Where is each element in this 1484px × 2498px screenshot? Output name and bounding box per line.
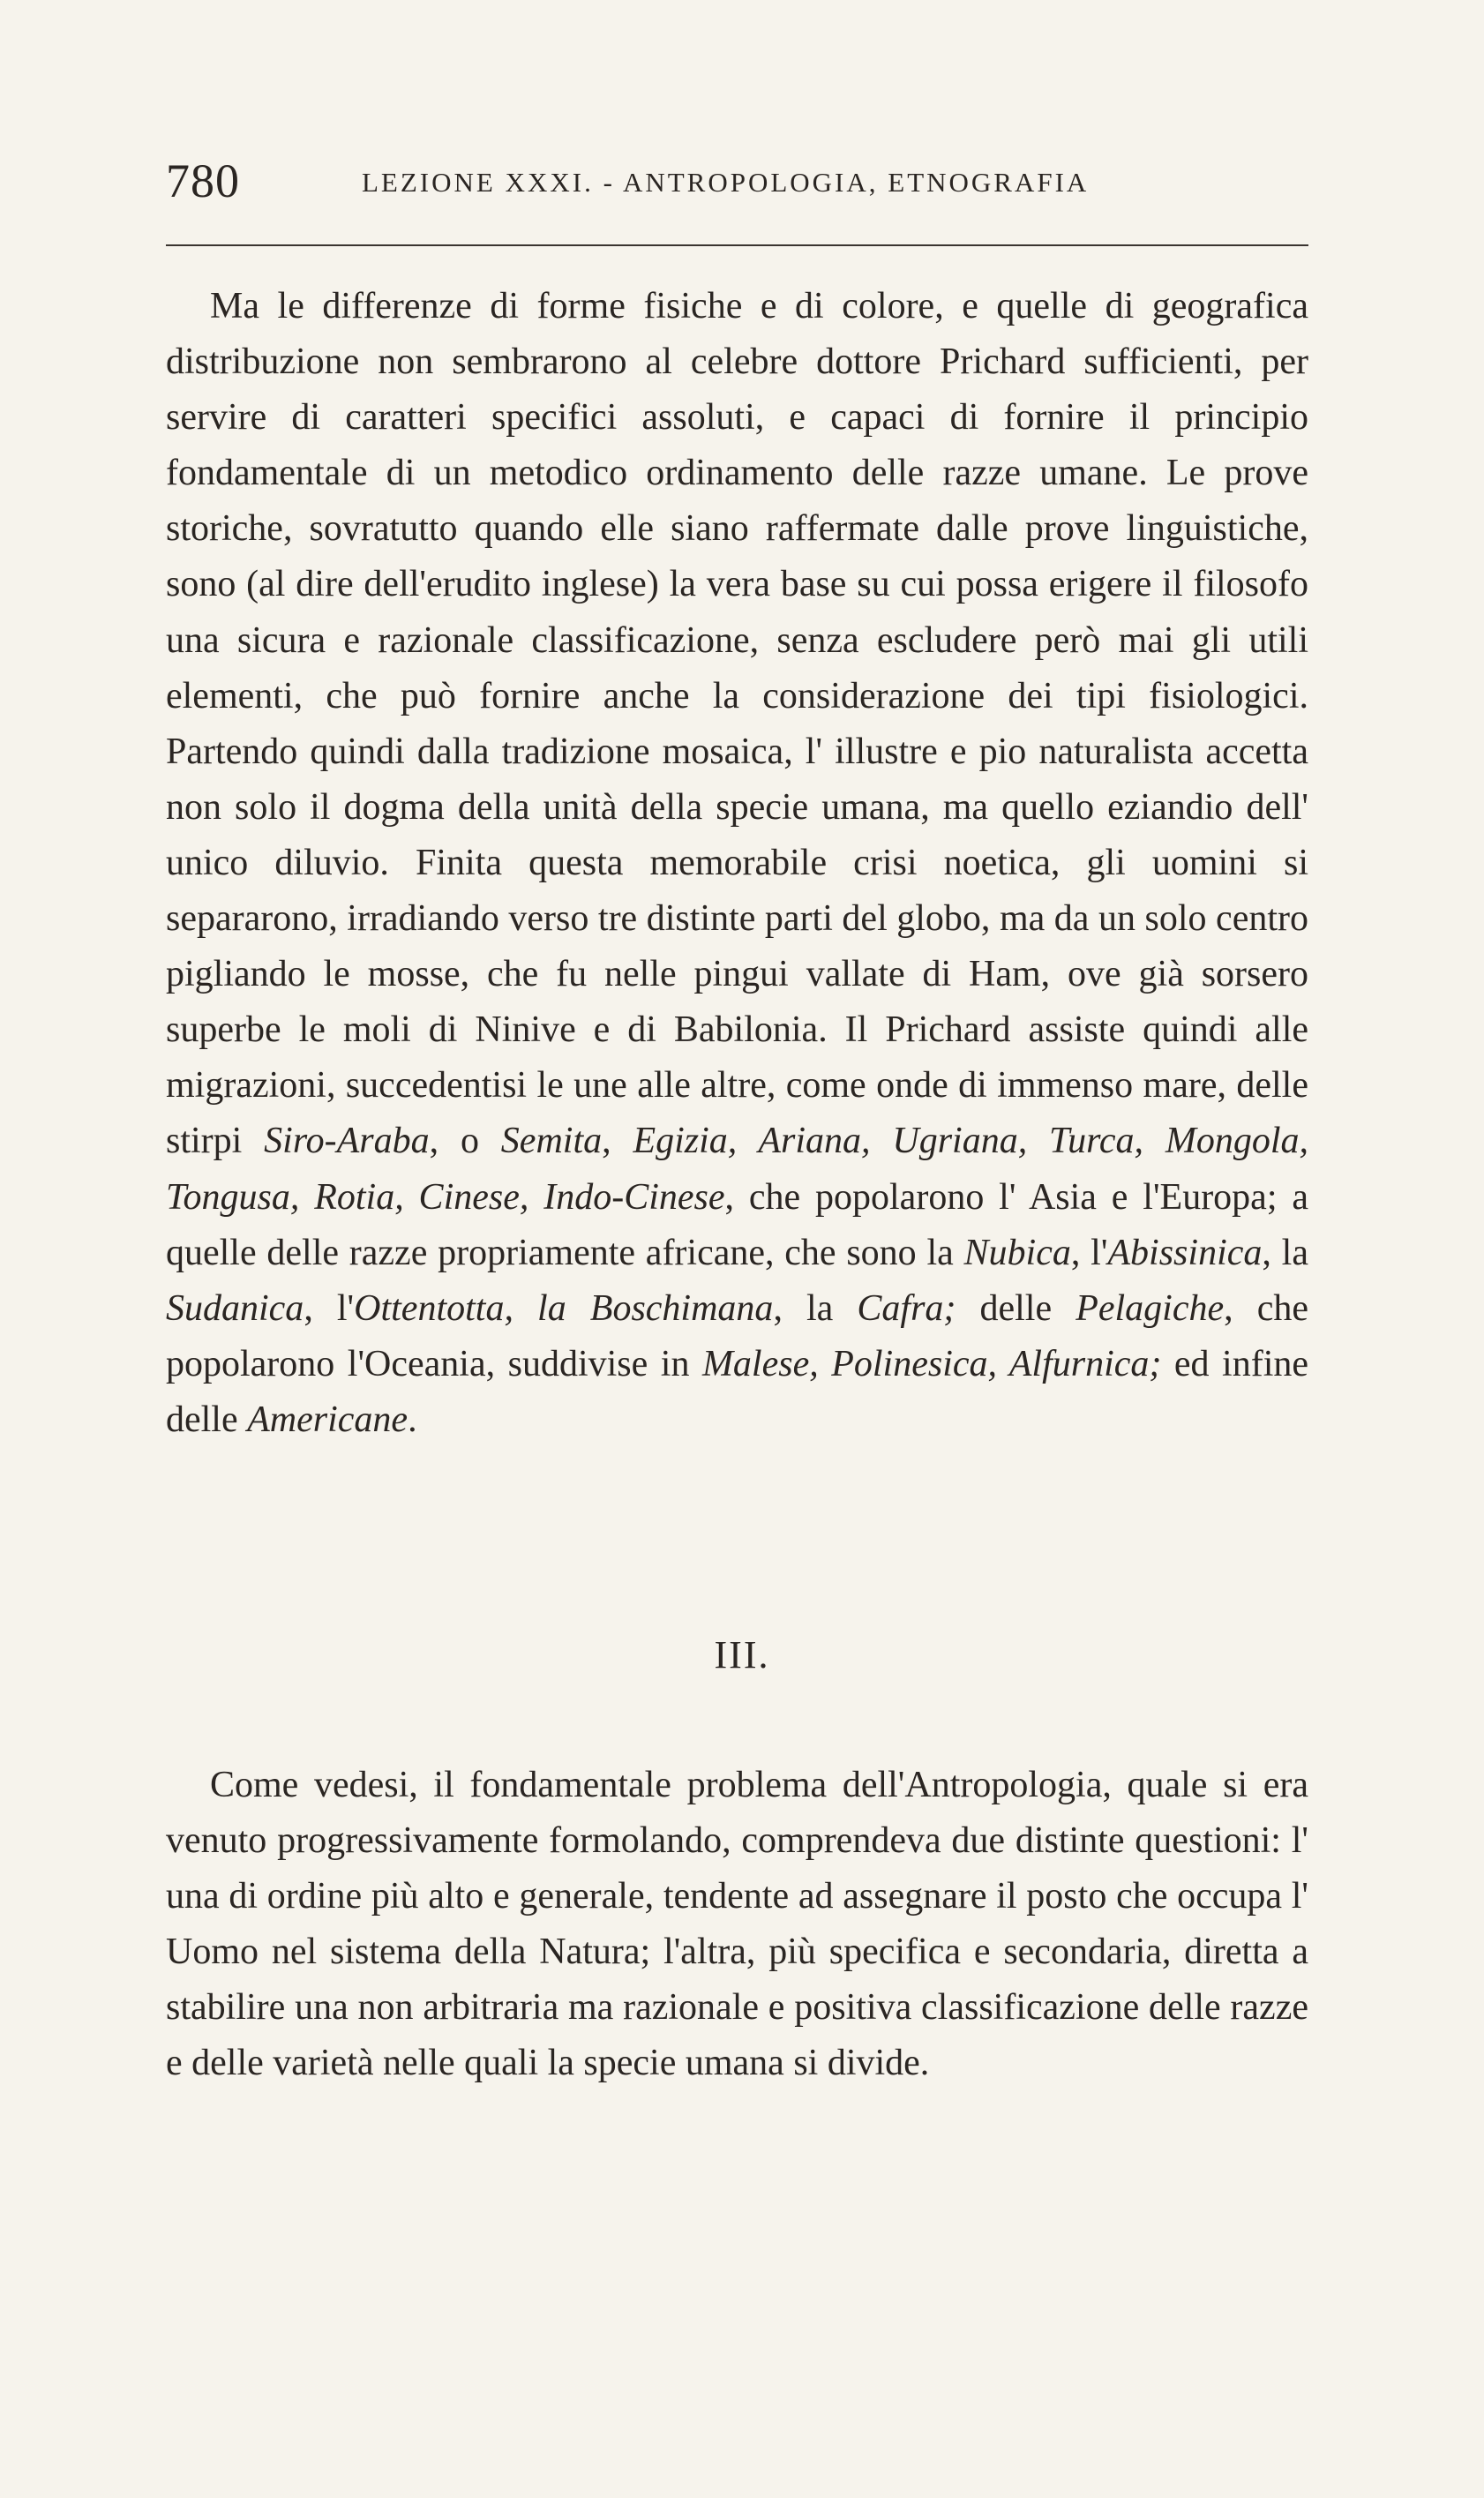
text-run: , che popolarono l'Oceania, suddivise in [166,1287,1308,1384]
italic-term: Malese, Polinesica, Alfurnica; [701,1343,1162,1384]
paragraph-prichard [166,279,1308,1448]
italic-term: Americane [247,1399,408,1440]
text-run: . [408,1399,417,1440]
italic-term: Cafra; [857,1287,956,1329]
text-run: , l' [304,1287,355,1329]
paragraph-text: Come vedesi, il fondamentale problema dell'Antropologia, quale si era venuto progressivamente formolando, comprendeva due distinte questioni: l' una di ordine più alto e generale, tendente ad assegnare il posto che occupa l' Uomo nel sistema della Natura; l'altra, più specifica e secondaria, diretta a stabilire una non arbitraria ma razionale e positiva classificazione delle razze e delle varietà nelle quali la specie umana si divide. [166,1765,1308,2084]
header-rule [166,244,1308,246]
paragraph-anthropology-problem [166,1758,1308,2092]
section-heading: III. [714,1633,770,1677]
italic-term: Pelagiche [1076,1287,1225,1329]
paragraph-text [166,279,1308,1448]
italic-term: Siro-Araba [264,1121,430,1162]
text-run: delle [956,1287,1076,1329]
italic-term: Nubica [963,1232,1071,1273]
text-run: , l' [1070,1232,1108,1273]
text-run: , la [1262,1232,1308,1273]
running-head: LEZIONE XXXI. - ANTROPOLOGIA, ETNOGRAFIA [362,167,1090,198]
page-header [166,150,1308,212]
italic-term: Abissinica [1107,1232,1263,1273]
text-run: , [602,1121,633,1162]
italic-term: Sudanica [166,1287,304,1329]
text-run: , la [773,1287,858,1329]
page-number: 780 [166,154,240,207]
text-run: ed infine delle [166,1343,1308,1440]
italic-term: Semita [500,1121,603,1162]
text-run: , che popolarono l' Asia e l'Europa; a quelle delle razze propriamente africane, che sono la [166,1176,1308,1273]
text-run: , o [429,1121,501,1162]
italic-term: Egizia, Ariana, Ugriana, Turca, Mongola, Tongusa, Rotia, Cinese, Indo-Cinese [166,1121,1309,1218]
italic-term: Ottentotta, la Boschimana [354,1287,774,1329]
text-run: Ma le differenze di forme fisiche e di colore, e quelle di geografica distribuzione non sembrarono al celebre dottore Prichard sufficienti, per servire di caratteri specifici assoluti, e capaci di fornire il principio fondamentale di un metodico ordinamento delle razze umane. Le prove storiche, sovratutto quando elle siano raffermate dalle prove linguistiche, sono (al dire dell'erudito inglese) la vera base su cui possa erigere il filosofo una sicura e razionale classificazione, senza escludere però mai gli utili elementi, che può fornire anche la considerazione dei tipi fisiologici. Partendo quindi dalla tradizione mosaica, l' illustre e pio naturalista accetta non solo il dogma della unità della specie umana, ma quello eziandio dell' unico diluvio. Finita questa memorabile crisi noetica, gli uomini si separarono, irradiando verso tre distinte parti del globo, ma da un solo centro pigliando le mosse, che fu nelle pingui vallate di Ham, ove già sorsero superbe le moli di Ninive e di Babilonia. Il Prichard assiste quindi alle migrazioni, succedentisi le une alle altre, come onde di immenso mare, delle stirpi [166,286,1308,1162]
